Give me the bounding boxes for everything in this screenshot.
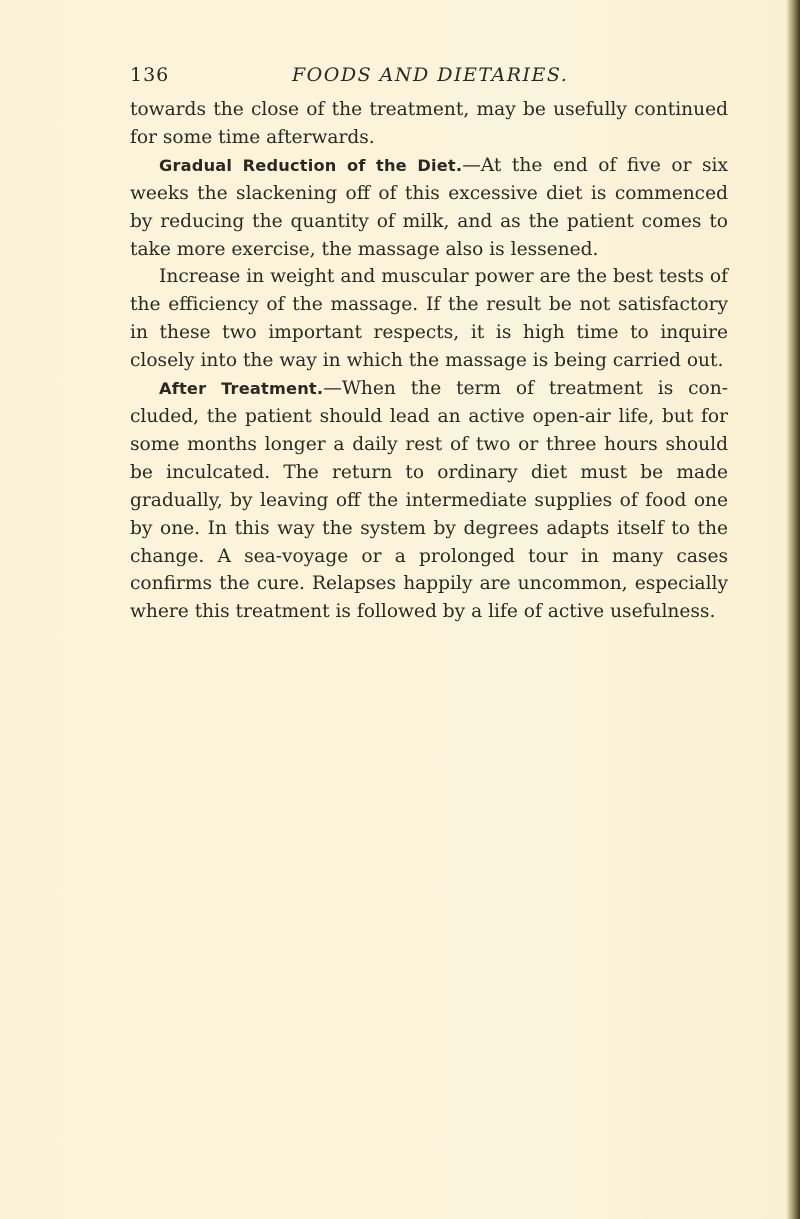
paragraph-text: —When the term of treatment is concluded, the patient should lead an active open-air life, but for some months longer a daily rest of two or three hours should be inculcated. The return to ordinary diet must be made gradually, by leaving off the intermediate supplies of food one by one. In this way the system by degrees adapts itself to the change. A sea-voyage or a prolonged tour in many cases confirms the cure. Relapses happily are uncommon, especially where this treatment is followed by a life of active usefulness. [130, 378, 728, 623]
paragraph-text: Increase in weight and muscular power are the best tests of the efficiency of the massage. If the result be not satisfactory in these two important respects, it is high time to inquire closely into the way in which the massage is being carried out. [130, 266, 728, 372]
body-text [130, 96, 728, 626]
paragraph-increase-in-weight [130, 263, 728, 375]
paragraph-after-treatment [130, 375, 728, 626]
paragraph-gradual-reduction [130, 152, 728, 264]
page-number: 136 [130, 64, 170, 86]
section-heading-gradual-reduction: Gradual Reduction of the Diet. [159, 155, 463, 175]
page-header [130, 64, 730, 90]
page-binding-edge [786, 0, 800, 1219]
paragraph-continuation [130, 96, 728, 152]
paragraph-text: —At the end of five or six weeks the slackening off of this excessive diet is commenced by reducing the quantity of milk, and as the patient comes to take more exercise, the massage also is lessened. [130, 154, 728, 260]
section-heading-after-treatment: After Treatment. [159, 379, 324, 399]
paragraph-text: towards the close of the treatment, may be usefully continued for some time afterwards. [130, 99, 728, 148]
running-title: FOODS AND DIETARIES. [292, 64, 569, 86]
